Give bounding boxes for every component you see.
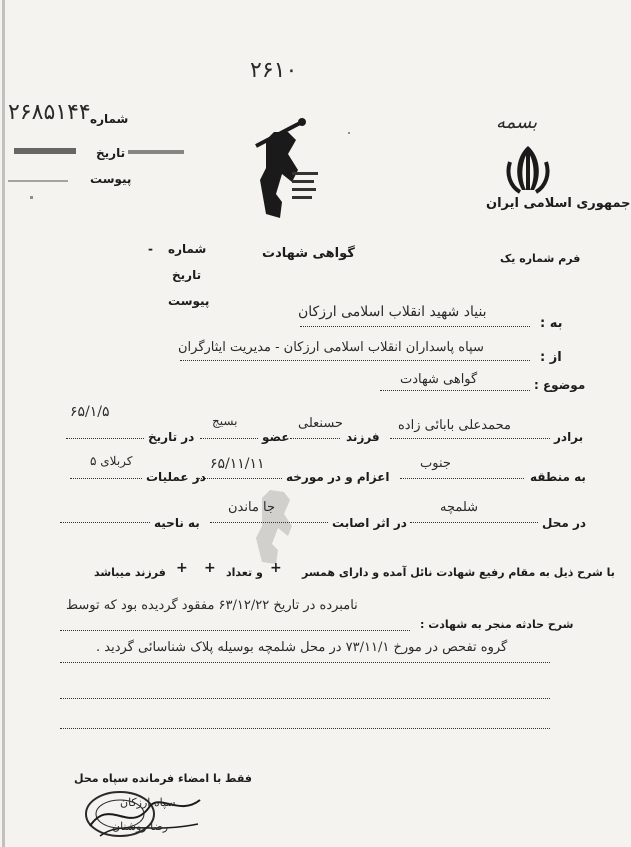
plus-2: + bbox=[204, 560, 216, 576]
tedad-label: و تعداد bbox=[226, 566, 263, 579]
narrative-dotline-1 bbox=[60, 630, 410, 631]
be-value: بنیاد شهید انقلاب اسلامی ارزکان bbox=[298, 304, 487, 320]
ozv-dotline bbox=[200, 438, 258, 439]
narrative-dotline-3 bbox=[60, 698, 550, 699]
ezam-date: ۶۵/۱۱/۱۱ bbox=[210, 456, 265, 472]
be-label: به : bbox=[540, 316, 563, 331]
stamp-line-2: رضا روشنان bbox=[112, 820, 169, 833]
amaliat-label: در عملیات bbox=[146, 470, 206, 484]
be-dotline bbox=[300, 326, 530, 327]
narrative-dotline-2 bbox=[60, 662, 550, 663]
nahie-label: به ناحیه bbox=[154, 516, 200, 530]
narrative-line-1: نامبرده در تاریخ ۶۳/۱۲/۲۲ مفقود گردیده بود که توسط bbox=[66, 598, 358, 613]
ezam-label: اعزام و در مورخه bbox=[286, 470, 390, 484]
watermark-emblem-icon bbox=[240, 486, 310, 566]
top-number: ۲۶۱۰ bbox=[250, 58, 298, 83]
signature-label: فقط با امضاء فرمانده سپاه محل bbox=[74, 772, 252, 785]
baradar-label: برادر bbox=[554, 430, 584, 444]
asabat-label: در اثر اصابت bbox=[332, 516, 407, 530]
ozv-value: بسیج bbox=[212, 414, 238, 428]
besmeh-text: بسمه bbox=[496, 112, 538, 133]
date-dotline bbox=[66, 438, 144, 439]
mantaghe-dotline bbox=[400, 478, 524, 479]
narrative-sharh-label: شرح حادثه منجر به شهادت : bbox=[420, 618, 574, 631]
father-dotline bbox=[290, 438, 340, 439]
mahal-dotline bbox=[410, 522, 538, 523]
republic-text: جمهوری اسلامی ایران bbox=[486, 196, 631, 211]
form-peyvast-label: پیوست bbox=[168, 294, 210, 308]
header-peyvast-label: پیوست bbox=[90, 172, 132, 186]
form-tarikh-label: تاریخ bbox=[172, 268, 202, 282]
iran-emblem-icon bbox=[500, 140, 556, 196]
mantaghe-label: به منطقه bbox=[530, 470, 586, 484]
narrative-dotline-4 bbox=[60, 728, 550, 729]
date-value: ۶۵/۱/۵ bbox=[70, 404, 110, 420]
az-value: سپاه پاسداران انقلاب اسلامی ارزکان - مدیریت ایثارگران bbox=[178, 340, 484, 355]
farzand-label: فرزند bbox=[346, 430, 380, 444]
form-code: فرم شماره یک bbox=[500, 252, 581, 265]
name-value: محمدعلی بابائی زاده bbox=[398, 418, 511, 433]
asabat-value: جا ماندن bbox=[228, 500, 276, 515]
date-scribble bbox=[128, 150, 184, 154]
nahie-dotline bbox=[60, 522, 150, 523]
sharh-label: با شرح ذیل به مقام رفیع شهادت نائل آمده و دارای همسر bbox=[302, 566, 615, 579]
form-title: گواهی شهادت bbox=[262, 246, 355, 261]
mahal-value: شلمچه bbox=[440, 500, 479, 515]
scan-speck bbox=[348, 132, 350, 134]
header-shomareh-label: شماره bbox=[90, 112, 129, 126]
dash: - bbox=[148, 242, 153, 256]
amaliat-value: کربلای ۵ bbox=[90, 454, 133, 468]
farzand-mibashad: فرزند میباشد bbox=[94, 566, 166, 579]
stamp-signature-icon bbox=[80, 786, 210, 842]
amaliat-dotline bbox=[70, 478, 142, 479]
name-dotline bbox=[390, 438, 550, 439]
date-scribble bbox=[14, 148, 76, 154]
az-dotline bbox=[180, 360, 530, 361]
irgc-emblem-icon bbox=[236, 110, 326, 225]
az-label: از : bbox=[540, 350, 562, 365]
letter-number: ۲۶۸۵۱۴۴ bbox=[8, 100, 91, 125]
plus-1: + bbox=[270, 560, 282, 576]
form-shomareh-label: شماره bbox=[168, 242, 207, 256]
subject-value: گواهی شهادت bbox=[400, 372, 478, 387]
plus-3: + bbox=[176, 560, 188, 576]
scan-edge bbox=[2, 0, 5, 847]
mahal-label: در محل bbox=[542, 516, 587, 530]
date-label: در تاریخ bbox=[148, 430, 195, 444]
scan-speck bbox=[30, 196, 33, 199]
peyvast-line bbox=[8, 180, 68, 182]
narrative-line-2: گروه تفحص در مورخ ۷۳/۱۱/۱ در محل شلمچه بوسیله پلاک شناسائی گردید . bbox=[96, 640, 508, 655]
header-tarikh-label: تاریخ bbox=[96, 146, 126, 160]
ezam-dotline bbox=[196, 478, 282, 479]
subject-label: موضوع : bbox=[534, 378, 586, 392]
ozv-label: عضو bbox=[262, 430, 290, 444]
father-value: حسنعلی bbox=[298, 416, 343, 431]
mantaghe-value: جنوب bbox=[420, 456, 451, 471]
stamp-line-1: سپاه ارزکان bbox=[120, 796, 176, 809]
subject-dotline bbox=[380, 390, 530, 391]
